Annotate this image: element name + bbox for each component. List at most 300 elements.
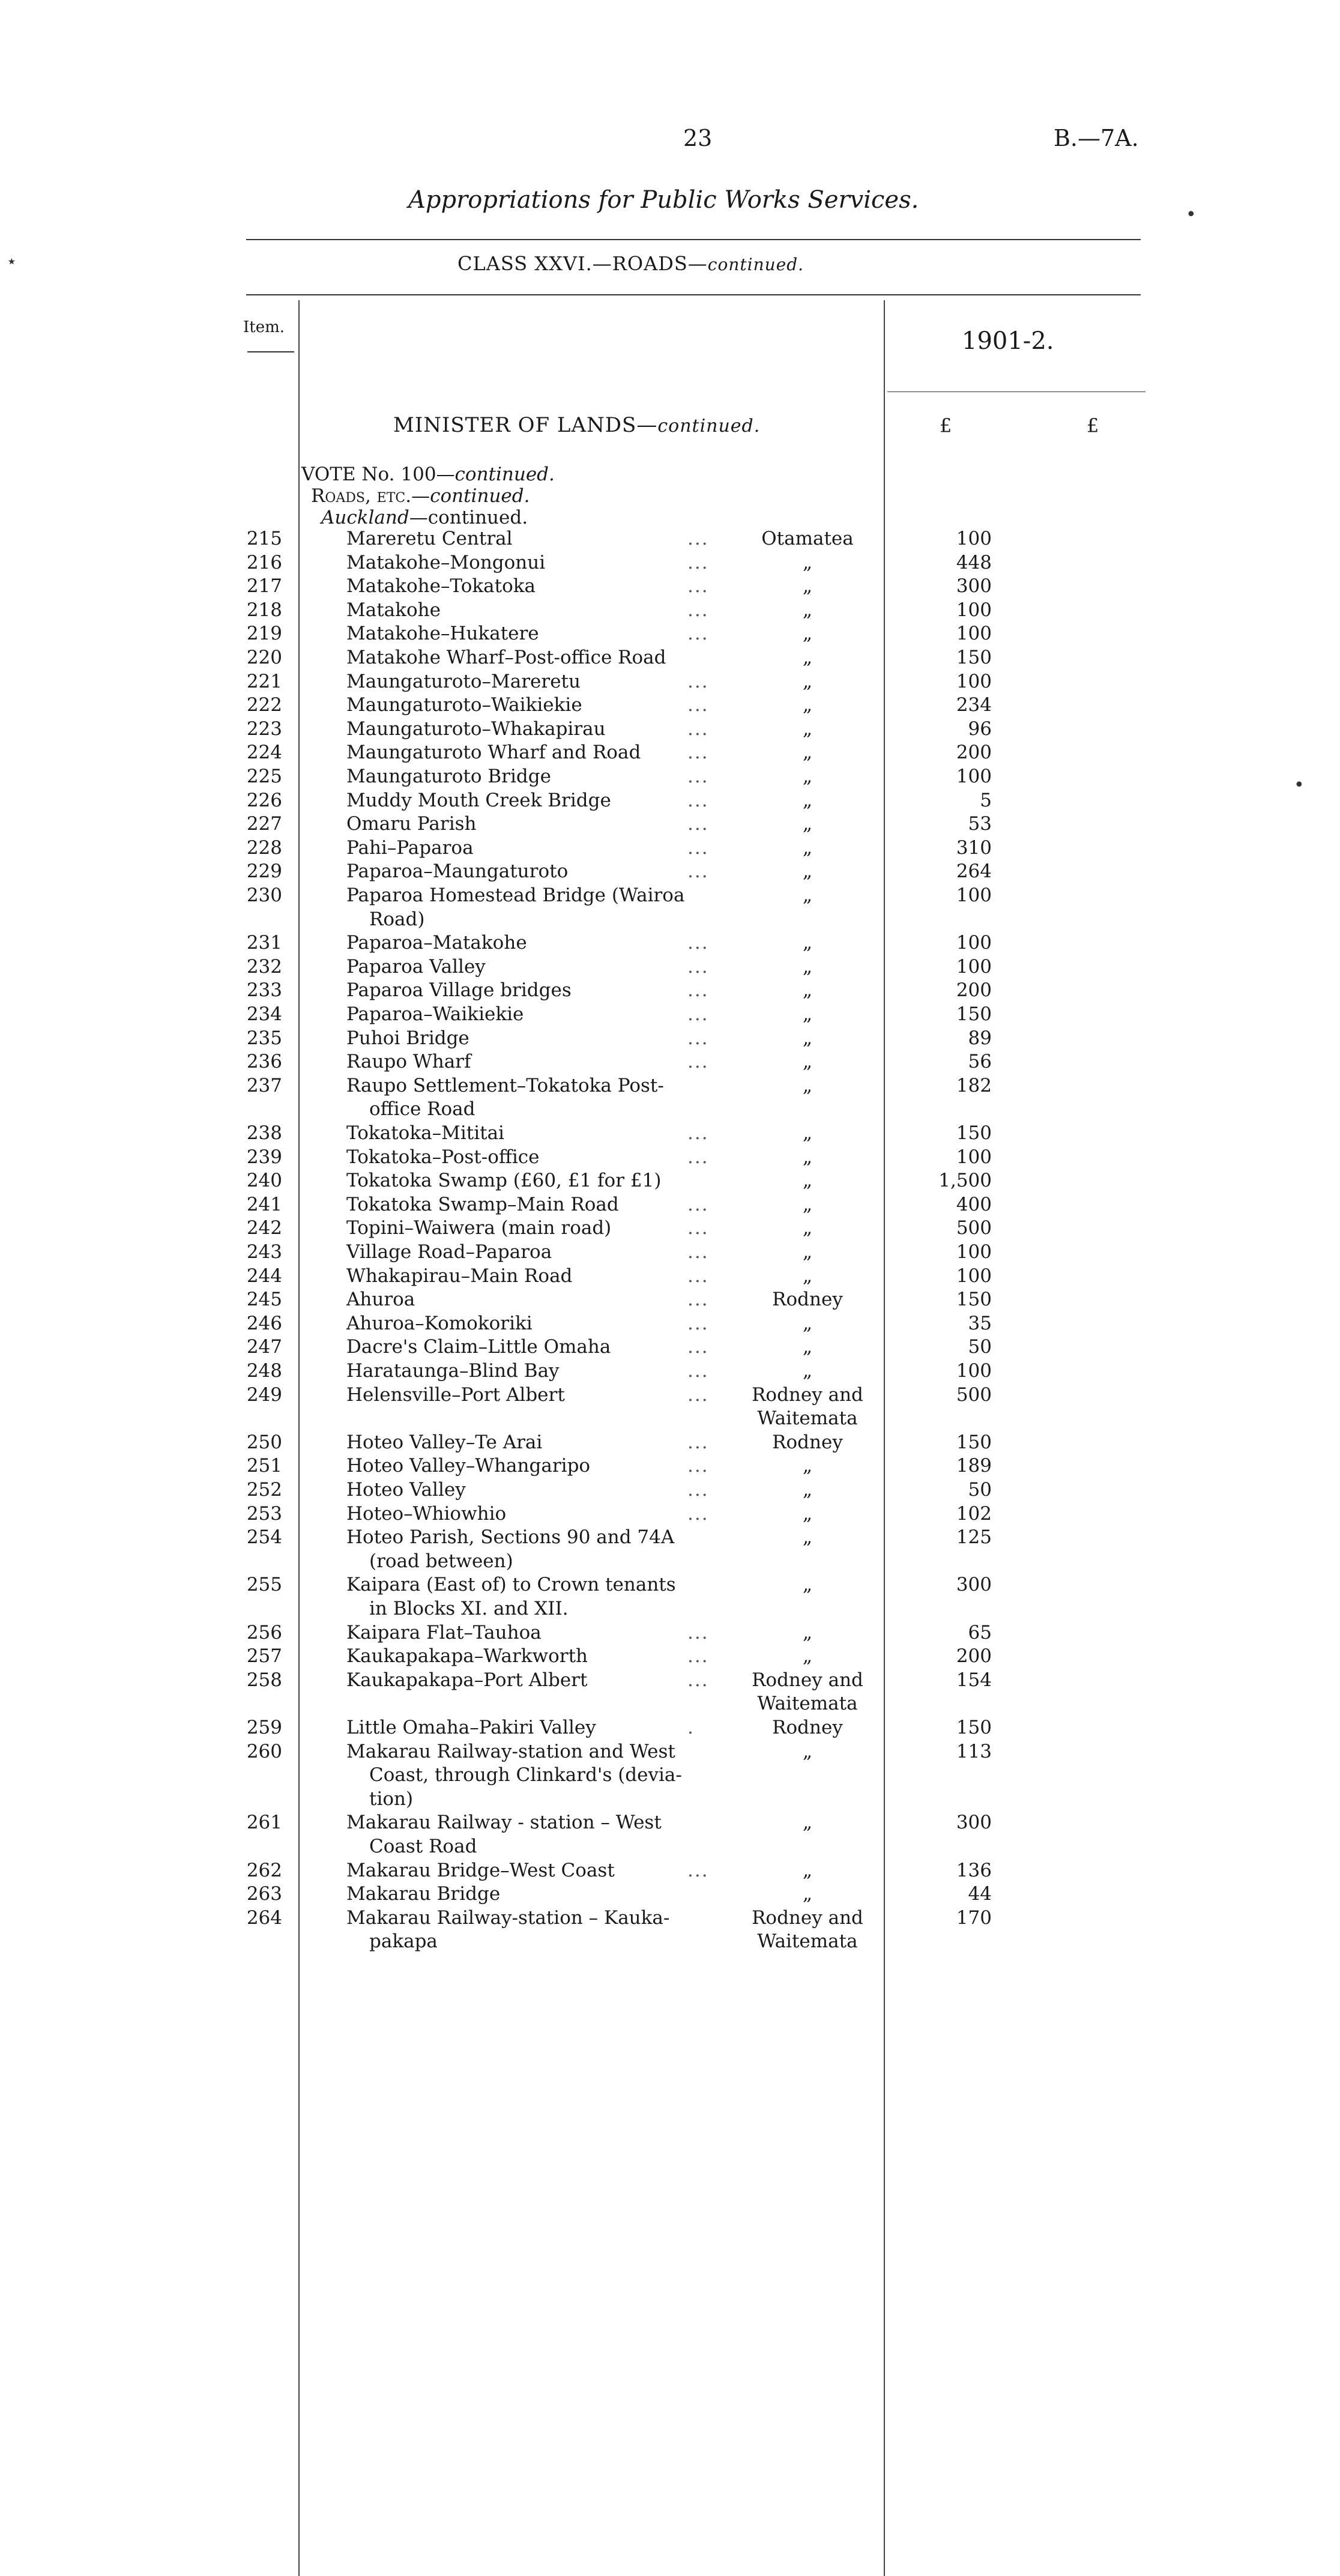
amount-value: 234 — [956, 694, 992, 716]
item-description — [346, 1050, 719, 1074]
item-number: 249 — [246, 1383, 282, 1406]
leader-dots: ... — [687, 813, 709, 835]
pound-sign-col1: £ — [940, 414, 952, 437]
county-name: „ — [802, 1027, 813, 1049]
description-line-1: Makarau Bridge — [346, 1883, 501, 1905]
amount-value: 50 — [968, 1479, 992, 1501]
item-description — [346, 1122, 719, 1146]
county-name: „ — [802, 647, 813, 668]
item-description — [346, 1431, 719, 1455]
amount-value: 150 — [956, 1122, 992, 1144]
county-name: „ — [802, 1479, 813, 1501]
item-number: 262 — [246, 1859, 282, 1881]
amount-value: 100 — [956, 623, 992, 645]
description-line-1: Matakohe — [346, 599, 441, 621]
leader-dots: ... — [687, 1479, 709, 1501]
item-number: 251 — [246, 1455, 282, 1477]
county-name: „ — [802, 813, 813, 835]
amount-value: 35 — [968, 1312, 992, 1334]
amount-value: 200 — [956, 742, 992, 764]
description-line-1: Maungaturoto–Waikiekie — [346, 694, 582, 716]
amount-value: 448 — [956, 551, 992, 573]
item-description — [346, 765, 719, 789]
item-number: 255 — [246, 1574, 282, 1596]
item-description — [346, 979, 719, 1003]
county-name: „ — [802, 979, 813, 1002]
leader-dots: ... — [687, 1645, 709, 1667]
item-description — [346, 1478, 719, 1502]
item-description — [346, 646, 719, 670]
item-description — [346, 1074, 719, 1122]
description-line-1: Maungaturoto–Whakapirau — [346, 718, 606, 740]
item-description — [346, 1716, 719, 1740]
vote-heading-continued: continued. — [454, 464, 555, 485]
amount-value: 150 — [956, 647, 992, 668]
county-name: „ — [802, 623, 813, 645]
leader-dots: ... — [687, 551, 709, 573]
item-description — [346, 1859, 719, 1883]
amount-value: 89 — [968, 1027, 992, 1049]
leader-dots: ... — [687, 1621, 709, 1643]
year-column-header: 1901-2. — [962, 327, 1054, 355]
county-name: „ — [802, 599, 813, 621]
description-line-1: Ahuroa–Komokoriki — [346, 1312, 533, 1334]
item-description — [346, 1027, 719, 1051]
description-line-1: Kaipara Flat–Tauhoa — [346, 1621, 542, 1643]
description-line-2: (road between) — [369, 1550, 513, 1572]
item-number: 234 — [246, 1003, 282, 1025]
description-line-1: Kaukapakapa–Warkworth — [346, 1645, 588, 1667]
item-description — [346, 931, 719, 955]
item-description — [346, 1811, 719, 1858]
rule-under-class — [246, 294, 1141, 295]
region-heading-continued: —continued. — [409, 507, 528, 528]
county-name: Rodney and Waitemata — [752, 1906, 863, 1953]
amount-value: 500 — [956, 1217, 992, 1239]
amount-value: 500 — [956, 1383, 992, 1406]
county-name: „ — [802, 1170, 813, 1192]
county-name: „ — [802, 1883, 813, 1905]
item-number: 221 — [246, 670, 282, 692]
item-number: 246 — [246, 1312, 282, 1334]
county-name: „ — [802, 1003, 813, 1025]
county-name: „ — [802, 955, 813, 978]
item-description — [346, 1217, 719, 1241]
county-name: „ — [802, 575, 813, 597]
county-name: „ — [802, 860, 813, 883]
description-line-2: pakapa — [369, 1930, 438, 1953]
amount-value: 300 — [956, 1574, 992, 1596]
item-description — [346, 1193, 719, 1217]
amount-value: 1,500 — [938, 1170, 992, 1192]
amount-value: 100 — [956, 932, 992, 954]
description-line-1: Paparoa–Maungaturoto — [346, 860, 569, 883]
leader-dots: ... — [687, 1383, 709, 1406]
leader-dots: ... — [687, 575, 709, 597]
item-number: 242 — [246, 1217, 282, 1239]
amount-value: 170 — [956, 1906, 992, 1929]
item-number: 259 — [246, 1717, 282, 1738]
description-line-1: Raupo Wharf — [346, 1051, 471, 1073]
item-description — [346, 1288, 719, 1312]
description-line-1: Tokatoka–Mititai — [346, 1122, 504, 1144]
county-name: „ — [802, 1122, 813, 1144]
item-column-header: Item. — [243, 318, 285, 336]
item-description — [346, 1906, 719, 1954]
item-description — [346, 1621, 719, 1645]
item-description — [346, 1882, 719, 1906]
amount-value: 100 — [956, 1265, 992, 1287]
amount-value: 182 — [956, 1074, 992, 1096]
item-number: 240 — [246, 1170, 282, 1192]
county-name: „ — [802, 1146, 813, 1168]
amount-value: 100 — [956, 670, 992, 692]
leader-dots: ... — [687, 528, 709, 549]
amount-value: 100 — [956, 955, 992, 978]
leader-dots: ... — [687, 1859, 709, 1881]
description-line-1: Hoteo Valley — [346, 1479, 466, 1501]
item-description — [346, 1669, 719, 1693]
county-name: Rodney — [772, 1289, 843, 1311]
amount-value: 56 — [968, 1051, 992, 1073]
leader-dots: ... — [687, 1193, 709, 1215]
item-number: 226 — [246, 789, 282, 811]
county-name: „ — [802, 1526, 813, 1549]
item-number: 216 — [246, 551, 282, 573]
amount-value: 100 — [956, 1241, 992, 1263]
rule-top — [246, 239, 1141, 240]
county-name: „ — [802, 836, 813, 859]
item-number: 219 — [246, 623, 282, 645]
amount-value: 150 — [956, 1289, 992, 1311]
amount-value: 113 — [956, 1740, 992, 1762]
leader-dots: ... — [687, 694, 709, 716]
item-description — [346, 1502, 719, 1526]
county-name: „ — [802, 1502, 813, 1525]
minister-heading-continued: continued. — [657, 416, 761, 437]
item-description — [346, 1146, 719, 1170]
description-line-1: Paparoa Village bridges — [346, 979, 572, 1002]
county-name: „ — [802, 1074, 813, 1096]
leader-dots: ... — [687, 1217, 709, 1239]
item-number: 224 — [246, 742, 282, 764]
leader-dots: ... — [687, 1502, 709, 1525]
item-number: 218 — [246, 599, 282, 621]
description-line-1: Tokatoka Swamp (£60, £1 for £1) — [346, 1170, 662, 1192]
item-number: 243 — [246, 1241, 282, 1263]
item-number: 256 — [246, 1621, 282, 1643]
description-line-1: Makarau Railway - station – West — [346, 1812, 662, 1834]
county-name: „ — [802, 1312, 813, 1334]
amount-value: 125 — [956, 1526, 992, 1549]
county-name: „ — [802, 789, 813, 811]
description-line-1: Kaipara (East of) to Crown tenants — [346, 1574, 676, 1596]
county-name: „ — [802, 1051, 813, 1073]
description-line-1: Village Road–Paparoa — [346, 1241, 552, 1263]
item-number: 244 — [246, 1265, 282, 1287]
item-number: 230 — [246, 884, 282, 906]
leader-dots: ... — [687, 979, 709, 1002]
description-line-2: Coast Road — [369, 1835, 477, 1857]
page-number: 23 — [683, 125, 713, 151]
item-description — [346, 836, 719, 860]
description-line-1: Dacre's Claim–Little Omaha — [346, 1336, 611, 1358]
item-description — [346, 1003, 719, 1027]
county-name: „ — [802, 884, 813, 906]
item-description — [346, 1312, 719, 1336]
item-description — [346, 812, 719, 836]
pound-sign-col2: £ — [1087, 414, 1099, 437]
item-description — [346, 622, 719, 646]
county-name: Rodney and Waitemata — [752, 1669, 863, 1715]
item-number: 247 — [246, 1336, 282, 1358]
description-line-1: Ahuroa — [346, 1289, 415, 1311]
description-line-1: Maungaturoto Wharf and Road — [346, 742, 641, 764]
amount-value: 53 — [968, 813, 992, 835]
leader-dots: ... — [687, 789, 709, 811]
amount-value: 100 — [956, 599, 992, 621]
item-description — [346, 1241, 719, 1265]
amount-value: 300 — [956, 575, 992, 597]
county-name: „ — [802, 1217, 813, 1239]
item-number: 220 — [246, 647, 282, 668]
leader-dots: ... — [687, 1003, 709, 1025]
item-number: 229 — [246, 860, 282, 883]
item-number: 241 — [246, 1193, 282, 1215]
county-name: Rodney and Waitemata — [752, 1383, 863, 1430]
amount-value: 100 — [956, 766, 992, 787]
vote-heading-main: VOTE No. 100— — [301, 464, 455, 485]
amount-value: 5 — [980, 789, 992, 811]
leader-dots: ... — [687, 1051, 709, 1073]
item-number: 231 — [246, 932, 282, 954]
leader-dots: ... — [687, 836, 709, 859]
county-name: Rodney — [772, 1431, 843, 1453]
leader-dots: ... — [687, 766, 709, 787]
description-line-1: Helensville–Port Albert — [346, 1383, 565, 1406]
leader-dots: ... — [687, 1265, 709, 1287]
item-description — [346, 1454, 719, 1478]
item-description — [346, 1645, 719, 1669]
item-description — [346, 789, 719, 813]
leader-dots: ... — [687, 670, 709, 692]
description-line-1: Raupo Settlement–Tokatoka Post- — [346, 1074, 664, 1096]
item-description — [346, 955, 719, 979]
leader-dots: ... — [687, 1289, 709, 1311]
county-name: „ — [802, 742, 813, 764]
item-number: 261 — [246, 1812, 282, 1834]
description-line-1: Little Omaha–Pakiri Valley — [346, 1717, 596, 1738]
item-number: 228 — [246, 836, 282, 859]
county-name: „ — [802, 551, 813, 573]
amount-value: 100 — [956, 1360, 992, 1382]
description-line-1: Omaru Parish — [346, 813, 477, 835]
county-name: „ — [802, 1812, 813, 1834]
item-number: 215 — [246, 528, 282, 549]
amount-value: 150 — [956, 1003, 992, 1025]
margin-mark-right: • — [1186, 204, 1197, 225]
item-number: 233 — [246, 979, 282, 1002]
leader-dots: ... — [687, 1431, 709, 1453]
item-number: 252 — [246, 1479, 282, 1501]
item-description — [346, 1740, 719, 1812]
class-heading — [457, 252, 804, 275]
item-description — [346, 860, 719, 884]
description-line-1: Mareretu Central — [346, 528, 513, 549]
description-line-1: Makarau Railway-station – Kauka- — [346, 1906, 670, 1929]
item-number: 263 — [246, 1883, 282, 1905]
item-number: 225 — [246, 766, 282, 787]
item-number: 232 — [246, 955, 282, 978]
vote-heading — [301, 464, 555, 485]
amount-value: 400 — [956, 1193, 992, 1215]
item-description — [346, 1383, 719, 1407]
description-line-1: Makarau Railway-station and West — [346, 1740, 675, 1762]
item-number: 254 — [246, 1526, 282, 1549]
county-name: „ — [802, 1621, 813, 1643]
description-line-1: Puhoi Bridge — [346, 1027, 469, 1049]
leader-dots: ... — [687, 1312, 709, 1334]
leader-dots: ... — [687, 1360, 709, 1382]
description-line-1: Hoteo–Whiowhio — [346, 1502, 507, 1525]
amount-value: 150 — [956, 1717, 992, 1738]
description-line-1: Matakohe Wharf–Post-office Road — [346, 647, 666, 668]
leader-dots: ... — [687, 718, 709, 740]
margin-mark-left: ⋆ — [6, 251, 17, 272]
description-line-1: Kaukapakapa–Port Albert — [346, 1669, 588, 1691]
item-number: 260 — [246, 1740, 282, 1762]
minister-heading-main: MINISTER OF LANDS— — [393, 413, 658, 437]
description-line-2: Coast, through Clinkard's (devia- — [369, 1764, 682, 1786]
item-description — [346, 1359, 719, 1383]
county-name: Rodney — [772, 1717, 843, 1738]
item-number: 222 — [246, 694, 282, 716]
item-number: 248 — [246, 1360, 282, 1382]
leader-dots: ... — [687, 599, 709, 621]
page-title: Appropriations for Public Works Services. — [408, 186, 919, 214]
county-name: „ — [802, 670, 813, 692]
amount-value: 136 — [956, 1859, 992, 1881]
item-number: 217 — [246, 575, 282, 597]
county-name: „ — [802, 1360, 813, 1382]
description-line-1: Tokatoka Swamp–Main Road — [346, 1193, 619, 1215]
description-line-1: Paparoa–Waikiekie — [346, 1003, 524, 1025]
item-number: 237 — [246, 1074, 282, 1096]
roads-heading — [311, 485, 530, 507]
item-description — [346, 1335, 719, 1359]
item-number: 239 — [246, 1146, 282, 1168]
description-line-1: Makarau Bridge–West Coast — [346, 1859, 615, 1881]
item-description — [346, 599, 719, 623]
leader-dots: ... — [687, 1455, 709, 1477]
description-line-2: office Road — [369, 1098, 475, 1120]
county-name: „ — [802, 1574, 813, 1596]
description-line-1: Matakohe–Mongonui — [346, 551, 546, 573]
amount-value: 65 — [968, 1621, 992, 1643]
description-line-1: Matakohe–Tokatoka — [346, 575, 536, 597]
description-line-2: in Blocks XI. and XII. — [369, 1597, 569, 1619]
county-name: „ — [802, 1859, 813, 1881]
amount-value: 154 — [956, 1669, 992, 1691]
leader-dots: ... — [687, 955, 709, 978]
item-description — [346, 1526, 719, 1573]
county-name: „ — [802, 1336, 813, 1358]
leader-dots: ... — [687, 1027, 709, 1049]
description-line-1: Hoteo Valley–Whangaripo — [346, 1455, 591, 1477]
amount-value: 50 — [968, 1336, 992, 1358]
county-name: „ — [802, 766, 813, 787]
amount-value: 44 — [968, 1883, 992, 1905]
amount-value: 102 — [956, 1502, 992, 1525]
item-description — [346, 741, 719, 765]
amount-value: 189 — [956, 1455, 992, 1477]
leader-dots: ... — [687, 1122, 709, 1144]
county-name: Otamatea — [761, 528, 854, 549]
amount-value: 200 — [956, 979, 992, 1002]
amount-value: 300 — [956, 1812, 992, 1834]
amount-value: 310 — [956, 836, 992, 859]
item-description — [346, 694, 719, 718]
amount-value: 200 — [956, 1645, 992, 1667]
item-column-rule — [298, 300, 300, 2576]
margin-mark-right-mid: • — [1294, 775, 1305, 796]
amount-value: 150 — [956, 1431, 992, 1453]
item-number: 223 — [246, 718, 282, 740]
description-line-1: Pahi–Paparoa — [346, 836, 474, 859]
item-description — [346, 1573, 719, 1621]
description-line-1: Hoteo Valley–Te Arai — [346, 1431, 543, 1453]
county-name: „ — [802, 718, 813, 740]
description-line-2: Road) — [369, 908, 425, 930]
description-line-1: Paparoa Valley — [346, 955, 486, 978]
county-name: „ — [802, 932, 813, 954]
roads-heading-main: Roads, etc.— — [311, 485, 430, 507]
item-number: 264 — [246, 1906, 282, 1929]
item-description — [346, 718, 719, 742]
description-line-1: Maungaturoto Bridge — [346, 766, 551, 787]
description-line-1: Matakohe–Hukatere — [346, 623, 539, 645]
description-line-1: Harataunga–Blind Bay — [346, 1360, 560, 1382]
county-name: „ — [802, 1645, 813, 1667]
leader-dots: ... — [687, 1669, 709, 1691]
county-name: „ — [802, 1193, 813, 1215]
item-description — [346, 575, 719, 599]
county-name: „ — [802, 1265, 813, 1287]
county-name: „ — [802, 1241, 813, 1263]
description-line-1: Hoteo Parish, Sections 90 and 74A — [346, 1526, 675, 1549]
description-line-1: Muddy Mouth Creek Bridge — [346, 789, 611, 811]
item-number: 245 — [246, 1289, 282, 1311]
amount-column-rule — [884, 300, 885, 2576]
item-number: 227 — [246, 813, 282, 835]
description-line-1: Topini–Waiwera (main road) — [346, 1217, 612, 1239]
class-heading-main: CLASS XXVI.—ROADS— — [457, 252, 708, 275]
item-number: 235 — [246, 1027, 282, 1049]
leader-dots: ... — [687, 1241, 709, 1263]
description-line-1: Whakapirau–Main Road — [346, 1265, 573, 1287]
item-description — [346, 1265, 719, 1289]
amount-value: 96 — [968, 718, 992, 740]
item-header-underline — [247, 351, 294, 352]
leader-dots: ... — [687, 860, 709, 883]
item-description — [346, 884, 719, 931]
description-line-3: tion) — [369, 1788, 414, 1810]
item-number: 258 — [246, 1669, 282, 1691]
item-number: 236 — [246, 1051, 282, 1073]
leader-dots: ... — [687, 1146, 709, 1168]
leader-dots: ... — [687, 742, 709, 764]
county-name: „ — [802, 1740, 813, 1762]
